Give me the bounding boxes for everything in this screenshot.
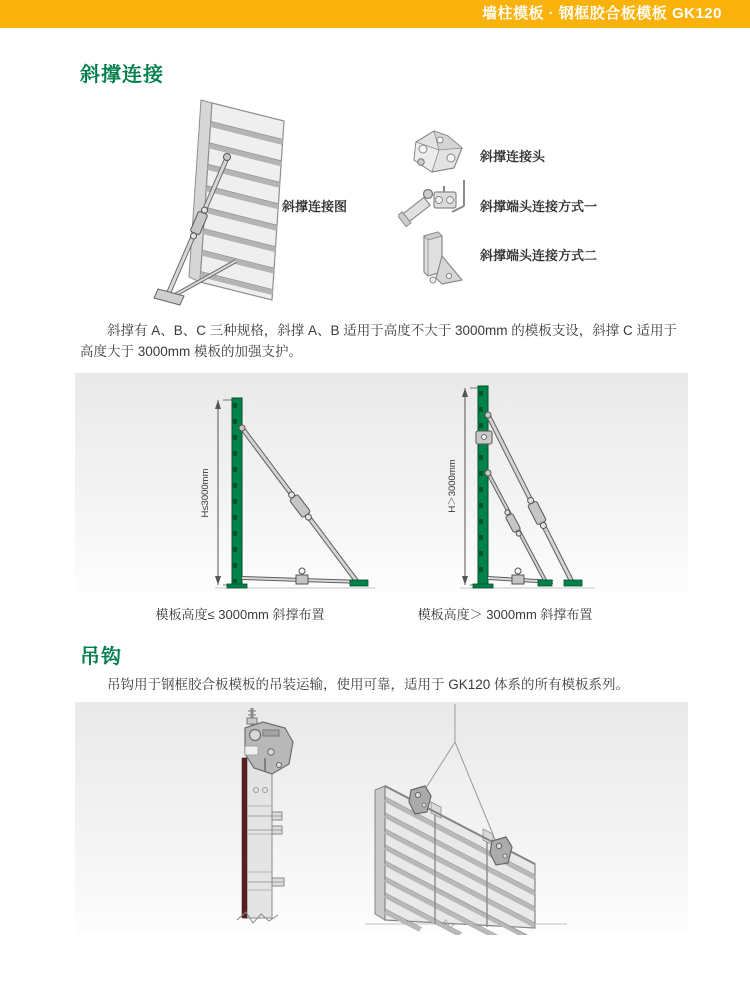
section-heading-brace-connection: 斜撑连接 — [80, 64, 164, 86]
lifting-hook — [490, 837, 512, 865]
dimension-label-under-3000: H≤3000mm — [200, 468, 211, 518]
brace-connector-icon — [408, 128, 470, 176]
arrangement-diagram-under-3000 — [200, 398, 375, 588]
brace-end-connection-method1-icon — [398, 176, 474, 232]
panel-side-edge — [375, 786, 385, 920]
arrangement-diagram-over-3000 — [447, 386, 595, 588]
section-heading-lifting-hook: 吊钩 — [80, 646, 122, 668]
short-brace-foot-pad — [538, 580, 552, 586]
post-foot-pad — [227, 584, 247, 588]
post-foot-pad — [473, 584, 493, 588]
turnbuckle-short — [503, 508, 524, 537]
long-brace-foot-pad — [564, 580, 582, 586]
brace-spec-paragraph: 斜撑有 A、B、C 三种规格，斜撑 A、B 适用于高度不大于 3000mm 的模板支设，斜撑 C 适用于高度大于 3000mm 模板的加强支护。 — [80, 323, 678, 359]
brace-top-joint — [224, 154, 231, 161]
dimension-label-over-3000: H＞3000mm — [447, 459, 458, 513]
turnbuckle — [286, 489, 314, 522]
caption-over-3000: 模板高度＞ 3000mm 斜撑布置 — [417, 607, 593, 622]
panel-edge-profile — [245, 758, 272, 918]
part-label-end-method1: 斜撑端头连接方式一 — [480, 199, 598, 214]
lifting-hook-figure — [75, 702, 688, 935]
brace-diagram-label: 斜撑连接图 — [282, 199, 348, 214]
turnbuckle-long — [525, 496, 549, 531]
page-header-bar — [0, 0, 750, 28]
plywood-face-strip — [242, 758, 247, 918]
brace-arrangement-diagrams — [75, 373, 688, 593]
hook-jaw-notch — [245, 746, 258, 755]
tie-clamp — [512, 575, 524, 584]
tie-clamp — [296, 575, 308, 584]
angled-tube — [398, 196, 431, 227]
brace-arrangement-figure — [75, 373, 688, 593]
page-header-title: 墙柱模板 · 钢框胶合板模板 GK120 — [481, 5, 722, 22]
lifting-hook — [409, 786, 431, 814]
part-label-end-method2: 斜撑端头连接方式二 — [480, 248, 598, 263]
hook-description-paragraph: 吊钩用于钢框胶合板模板的吊装运输，使用可靠，适用于 GK120 体系的所有模板系列。 — [107, 677, 630, 692]
brace-end-connection-method2-icon — [412, 228, 468, 290]
brace-foot-pad — [350, 580, 368, 586]
panel-lifting-view — [365, 704, 567, 935]
caption-under-3000: 模板高度≤ 3000mm 斜撑布置 — [155, 607, 325, 622]
formwork-panel-3d — [189, 100, 284, 300]
hook-section-view — [237, 708, 293, 923]
hook-pin-hole — [250, 730, 261, 741]
lifting-hook-diagrams — [75, 702, 688, 935]
part-label-connector: 斜撑连接头 — [480, 149, 546, 164]
brace-top-joint — [239, 425, 245, 431]
